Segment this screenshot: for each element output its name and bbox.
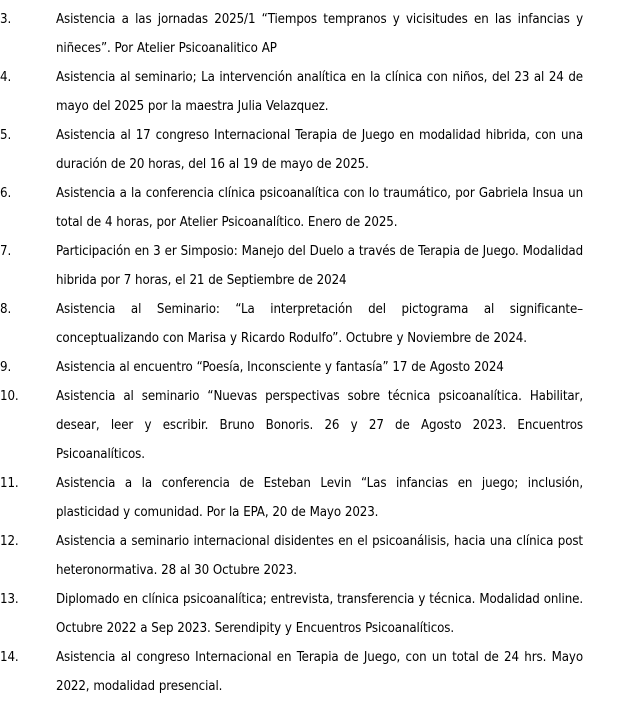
list-item-text: Asistencia al encuentro “Poesía, Inconsciente y fantasía” 17 de Agosto 2024 bbox=[56, 360, 504, 375]
list-item-marker: 8. bbox=[0, 302, 12, 317]
list-item bbox=[0, 179, 640, 237]
list-item-text: Participación en 3 er Simposio: Manejo del Duelo a través de Terapia de Juego. Modalidad hibrida por 7 horas, el 21 de Septiembre de 2024 bbox=[56, 244, 583, 288]
list-item-text: Asistencia a la conferencia clínica psicoanalítica con lo traumático, por Gabriela Insua un total de 4 horas, por Atelier Psicoanalítico. Enero de 2025. bbox=[56, 186, 583, 230]
list-item-marker: 10. bbox=[0, 389, 19, 404]
list-item-text: Asistencia al seminario; La intervención analítica en la clínica con niños, del 23 al 24 de mayo del 2025 por la maestra Julia Velazquez. bbox=[56, 70, 583, 114]
list-item-marker: 12. bbox=[0, 534, 19, 549]
list-item-text: Asistencia a la conferencia de Esteban Levin “Las infancias en juego; inclusión, plasticidad y comunidad. Por la EPA, 20 de Mayo 2023. bbox=[56, 476, 583, 520]
list-item-text: Asistencia a las jornadas 2025/1 “Tiempos tempranos y vicisitudes en las infancias y niñeces”. Por Atelier Psicoanalitico AP bbox=[56, 12, 583, 56]
list-item-text: Asistencia a seminario internacional disidentes en el psicoanálisis, hacia una clínica post heteronormativa. 28 al 30 Octubre 2023. bbox=[56, 534, 583, 578]
list-item-text: Asistencia al Seminario: “La interpretación del pictograma al significante– conceptualizando con Marisa y Ricardo Rodulfo”. Octubre y Noviembre de 2024. bbox=[56, 302, 583, 346]
numbered-list bbox=[0, 5, 640, 701]
list-item bbox=[0, 469, 640, 527]
list-item-marker: 6. bbox=[0, 186, 12, 201]
list-item bbox=[0, 527, 640, 585]
list-item-marker: 9. bbox=[0, 360, 12, 375]
list-item bbox=[0, 382, 640, 469]
list-item bbox=[0, 643, 640, 701]
list-item-text: Asistencia al congreso Internacional en Terapia de Juego, con un total de 24 hrs. Mayo 2022, modalidad presencial. bbox=[56, 650, 583, 694]
list-item-marker: 13. bbox=[0, 592, 19, 607]
list-item-text: Diplomado en clínica psicoanalítica; entrevista, transferencia y técnica. Modalidad online. Octubre 2022 a Sep 2023. Serendipity y Encuentros Psicoanalíticos. bbox=[56, 592, 583, 636]
list-item bbox=[0, 121, 640, 179]
list-item bbox=[0, 5, 640, 63]
list-item-marker: 5. bbox=[0, 128, 12, 143]
list-item-marker: 14. bbox=[0, 650, 19, 665]
list-item-marker: 11. bbox=[0, 476, 19, 491]
list-item bbox=[0, 63, 640, 121]
list-item bbox=[0, 353, 640, 382]
list-item bbox=[0, 585, 640, 643]
list-item-marker: 4. bbox=[0, 70, 12, 85]
list-item-text: Asistencia al seminario “Nuevas perspectivas sobre técnica psicoanalítica. Habilitar, desear, leer y escribir. Bruno Bonoris. 26 y 27 de Agosto 2023. Encuentros Psicoanalíticos. bbox=[56, 389, 583, 462]
list-item bbox=[0, 295, 640, 353]
list-item-marker: 3. bbox=[0, 12, 12, 27]
list-item-marker: 7. bbox=[0, 244, 12, 259]
list-item bbox=[0, 237, 640, 295]
list-item-text: Asistencia al 17 congreso Internacional Terapia de Juego en modalidad hibrida, con una duración de 20 horas, del 16 al 19 de mayo de 2025. bbox=[56, 128, 583, 172]
